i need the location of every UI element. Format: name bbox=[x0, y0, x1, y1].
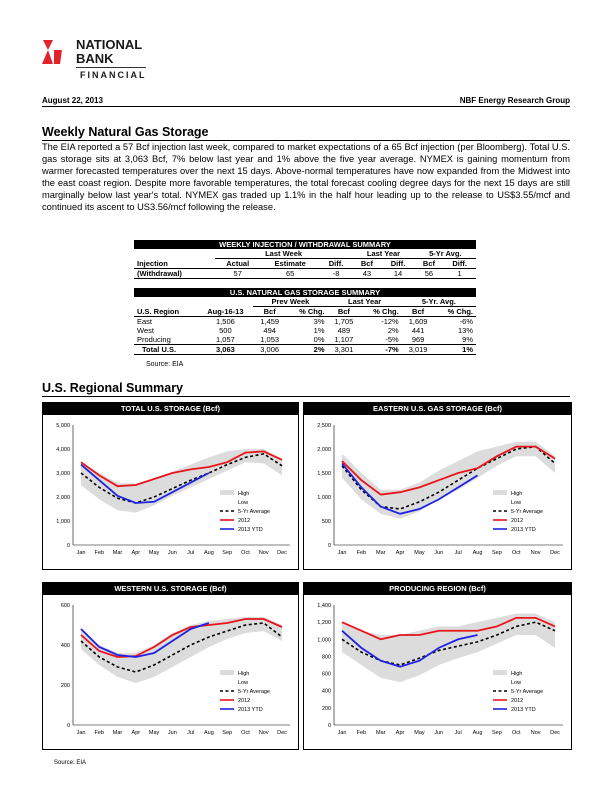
chart-title: PRODUCING REGION (Bcf) bbox=[304, 583, 571, 595]
x-tick-label: Sep bbox=[492, 730, 502, 736]
chart-svg bbox=[43, 595, 298, 749]
storage-cell: -7% bbox=[360, 345, 401, 355]
storage-cell: 1,459 bbox=[260, 317, 280, 326]
y-tick-label: 0 bbox=[66, 723, 70, 729]
legend-swatch bbox=[220, 670, 234, 675]
legend-label: 2013 YTD bbox=[511, 527, 536, 533]
weekly-col: Diff. bbox=[443, 259, 476, 269]
x-tick-label: Nov bbox=[530, 730, 541, 736]
table-row bbox=[134, 345, 476, 355]
x-tick-label: Mar bbox=[375, 550, 386, 556]
x-tick-label: Nov bbox=[530, 550, 541, 556]
storage-cell: Total U.S. bbox=[134, 345, 198, 355]
x-tick-label: Jun bbox=[167, 550, 177, 556]
x-tick-label: Oct bbox=[511, 730, 521, 736]
chart-title: WESTERN U.S. STORAGE (Bcf) bbox=[43, 583, 298, 595]
weekly-col: Diff. bbox=[381, 259, 414, 269]
storage-header: Bcf bbox=[402, 307, 435, 317]
legend-label: 2013 YTD bbox=[238, 527, 263, 533]
chart-title: TOTAL U.S. STORAGE (Bcf) bbox=[43, 403, 298, 415]
y-tick-label: 1,000 bbox=[317, 495, 331, 501]
chart-producing-region bbox=[303, 582, 572, 750]
x-tick-label: Apr bbox=[395, 730, 405, 736]
y-tick-label: 2,500 bbox=[317, 423, 331, 429]
storage-header: U.S. Region bbox=[134, 307, 198, 317]
x-tick-label: Oct bbox=[241, 550, 250, 556]
x-tick-label: Sep bbox=[222, 550, 233, 556]
storage-cell: 1,705 bbox=[334, 317, 354, 326]
weekly-cell: 1 bbox=[443, 269, 476, 279]
table-row bbox=[134, 317, 476, 327]
table-row bbox=[134, 335, 476, 345]
storage-cell: 441 bbox=[411, 326, 425, 335]
y-tick-label: 1,000 bbox=[317, 637, 331, 644]
storage-cell: 0% bbox=[286, 335, 327, 345]
storage-cell: 3% bbox=[313, 317, 325, 326]
legend-swatch bbox=[220, 490, 234, 495]
x-tick-label: Jan bbox=[337, 730, 347, 736]
brand-name-line3: FINANCIAL bbox=[80, 70, 147, 80]
x-tick-label: Jul bbox=[187, 730, 195, 736]
y-tick-label: 2,000 bbox=[56, 495, 70, 501]
storage-cell: 494 bbox=[263, 326, 276, 335]
legend-label: 5-Yr Average bbox=[238, 689, 271, 695]
x-tick-label: Sep bbox=[222, 730, 233, 736]
section-rule-regional bbox=[42, 396, 570, 397]
weekly-cell: 14 bbox=[381, 269, 414, 279]
table-row bbox=[134, 326, 476, 335]
header-rule bbox=[42, 106, 570, 107]
legend-label: 2013 YTD bbox=[238, 707, 263, 713]
x-tick-label: Mar bbox=[375, 730, 386, 736]
legend-label: 5-Yr Average bbox=[511, 689, 544, 695]
y-tick-label: 4,000 bbox=[56, 447, 70, 453]
legend-label: High bbox=[511, 491, 523, 497]
x-tick-label: Jul bbox=[454, 550, 462, 556]
chart-svg bbox=[43, 415, 298, 569]
legend-label: 2012 bbox=[511, 698, 524, 704]
weekly-table-title: WEEKLY INJECTION / WITHDRAWAL SUMMARY bbox=[134, 240, 476, 249]
storage-header: % Chg. bbox=[286, 307, 327, 317]
x-tick-label: Sep bbox=[492, 550, 502, 556]
chart-svg bbox=[304, 415, 571, 569]
storage-cell: 9% bbox=[434, 335, 476, 345]
storage-cell: West bbox=[137, 326, 154, 335]
storage-summary-table bbox=[134, 288, 476, 355]
research-group: NBF Energy Research Group bbox=[459, 96, 570, 105]
storage-cell: 2% bbox=[286, 345, 327, 355]
storage-cell: 3,301 bbox=[328, 345, 361, 355]
chart-eastern-us bbox=[303, 402, 572, 570]
legend-swatch bbox=[493, 490, 507, 495]
section-title-weekly: Weekly Natural Gas Storage bbox=[42, 125, 209, 139]
chart-total-us bbox=[42, 402, 299, 570]
y-tick-label: 800 bbox=[321, 654, 331, 661]
weekly-col: Diff. bbox=[320, 259, 353, 269]
x-tick-label: Jan bbox=[76, 730, 86, 736]
legend-label: 2012 bbox=[511, 518, 524, 524]
storage-cell: 3,006 bbox=[253, 345, 286, 355]
x-tick-label: May bbox=[148, 730, 160, 736]
storage-cell: 1% bbox=[313, 326, 325, 335]
storage-group-1: Last Year bbox=[328, 297, 402, 307]
legend-label: 5-Yr Average bbox=[511, 509, 544, 515]
weekly-col: Bcf bbox=[415, 259, 444, 269]
weekly-group-1: Last Year bbox=[352, 249, 414, 259]
storage-cell: 969 bbox=[402, 335, 435, 345]
storage-header: Aug-16-13 bbox=[198, 307, 254, 317]
legend-label: High bbox=[511, 671, 523, 677]
x-tick-label: Jan bbox=[337, 550, 347, 556]
storage-cell: 1,609 bbox=[408, 317, 428, 326]
storage-cell: 1,053 bbox=[253, 335, 286, 345]
legend-label: High bbox=[238, 491, 250, 497]
legend-label: 2012 bbox=[238, 698, 251, 704]
chart-svg bbox=[304, 595, 571, 749]
x-tick-label: Apr bbox=[395, 550, 405, 556]
section-rule-weekly bbox=[42, 140, 570, 141]
x-tick-label: Dec bbox=[277, 730, 287, 736]
legend-label: 2013 YTD bbox=[511, 707, 536, 713]
x-tick-label: Nov bbox=[258, 550, 269, 556]
storage-cell: 3,063 bbox=[198, 345, 254, 355]
legend-label: Low bbox=[238, 500, 249, 506]
legend-label: Low bbox=[511, 680, 522, 686]
x-tick-label: Jan bbox=[76, 550, 86, 556]
weekly-cell: 56 bbox=[415, 269, 444, 279]
high-low-band bbox=[342, 442, 555, 519]
chart-western-us bbox=[42, 582, 299, 750]
weekly-injection-table bbox=[134, 240, 476, 279]
x-tick-label: Jun bbox=[167, 730, 177, 736]
body-paragraph: The EIA reported a 57 Bcf injection last week, compared to market expectations of a 65 Bcf injection (per Bloomberg). Total U.S. gas storage sits at 3,063 Bcf, 7% below last year and 1% above the five year average. NYMEX is gaining momentum from warmer forecasted temperatures over the next 15 days. Above-normal temperatures have now expanded from the Midwest into the east coast region. Despite more favorable temperatures, the total forecast cooling degree days for the next 15 days are still marginally below last year's total. NYMEX gas traded up 1.1% in the half hour leading up to the release to US$3.55/mcf and continued its ascent to US3.56/mcf following the release. bbox=[42, 142, 570, 212]
x-tick-label: Feb bbox=[356, 550, 367, 556]
y-tick-label: 1,400 bbox=[317, 603, 331, 609]
y-tick-label: 600 bbox=[321, 671, 331, 678]
storage-cell: -6% bbox=[459, 317, 473, 326]
storage-header: Bcf bbox=[328, 307, 361, 317]
y-tick-label: 1,200 bbox=[317, 620, 331, 627]
brand-name-line2: BANK bbox=[76, 51, 114, 66]
national-bank-logo-icon bbox=[40, 38, 70, 68]
storage-cell: -12% bbox=[381, 317, 399, 326]
high-low-band bbox=[81, 617, 282, 683]
storage-cell: 1,107 bbox=[328, 335, 361, 345]
x-tick-label: Jun bbox=[434, 550, 444, 556]
x-tick-label: Jul bbox=[187, 550, 195, 556]
high-low-band bbox=[81, 449, 282, 513]
x-tick-label: Nov bbox=[258, 730, 269, 736]
weekly-row-label: (Withdrawal) bbox=[134, 269, 215, 279]
y-tick-label: 0 bbox=[327, 723, 331, 729]
section-title-regional: U.S. Regional Summary bbox=[42, 381, 184, 395]
storage-group-0: Prev Week bbox=[253, 297, 327, 307]
x-tick-label: Jul bbox=[454, 730, 462, 736]
storage-cell: 2% bbox=[387, 326, 399, 335]
x-tick-label: Mar bbox=[112, 550, 123, 556]
table-source: Source: EIA bbox=[146, 361, 184, 368]
report-date: August 22, 2013 bbox=[42, 96, 103, 105]
x-tick-label: Aug bbox=[472, 730, 483, 736]
x-tick-label: Feb bbox=[356, 730, 367, 736]
x-tick-label: Aug bbox=[472, 550, 483, 556]
storage-header: % Chg. bbox=[434, 307, 476, 317]
y-tick-label: 600 bbox=[60, 603, 70, 609]
y-tick-label: 500 bbox=[321, 519, 331, 525]
brand-rule bbox=[76, 67, 146, 68]
weekly-col: Estimate bbox=[261, 259, 320, 269]
weekly-cell: 43 bbox=[352, 269, 381, 279]
storage-table-title: U.S. NATURAL GAS STORAGE SUMMARY bbox=[134, 288, 476, 297]
y-tick-label: 200 bbox=[60, 683, 70, 689]
weekly-col: Actual bbox=[215, 259, 261, 269]
x-tick-label: Feb bbox=[94, 730, 105, 736]
x-tick-label: Feb bbox=[94, 550, 105, 556]
x-tick-label: May bbox=[148, 550, 160, 556]
storage-cell: 500 bbox=[219, 326, 232, 335]
x-tick-label: Aug bbox=[204, 550, 214, 556]
legend-label: 2012 bbox=[238, 518, 251, 524]
x-tick-label: Apr bbox=[131, 730, 141, 736]
legend-label: High bbox=[238, 671, 250, 677]
y-tick-label: 5,000 bbox=[56, 423, 70, 429]
storage-cell: 1% bbox=[434, 345, 476, 355]
weekly-cell: -8 bbox=[320, 269, 353, 279]
legend-label: 5-Yr Average bbox=[238, 509, 271, 515]
storage-cell: 3,019 bbox=[402, 345, 435, 355]
legend-swatch bbox=[493, 670, 507, 675]
x-tick-label: Dec bbox=[550, 730, 560, 736]
weekly-cell: 65 bbox=[261, 269, 320, 279]
legend-label: Low bbox=[511, 500, 522, 506]
weekly-header-label: Injection bbox=[134, 259, 215, 269]
x-tick-label: Dec bbox=[277, 550, 287, 556]
storage-cell: -5% bbox=[360, 335, 401, 345]
x-tick-label: May bbox=[414, 730, 425, 736]
brand-name-line1: NATIONAL bbox=[76, 37, 143, 52]
x-tick-label: Dec bbox=[550, 550, 560, 556]
y-tick-label: 200 bbox=[321, 705, 331, 712]
y-tick-label: 2,000 bbox=[317, 447, 331, 453]
storage-header: % Chg. bbox=[360, 307, 401, 317]
weekly-col: Bcf bbox=[352, 259, 381, 269]
storage-cell: 1,057 bbox=[198, 335, 254, 345]
legend-label: Low bbox=[238, 680, 249, 686]
y-tick-label: 3,000 bbox=[56, 471, 70, 477]
y-tick-label: 1,500 bbox=[317, 471, 331, 477]
chart-title: EASTERN U.S. GAS STORAGE (Bcf) bbox=[304, 403, 571, 415]
y-tick-label: 400 bbox=[60, 643, 70, 649]
storage-cell: 1,506 bbox=[216, 317, 235, 326]
y-tick-label: 0 bbox=[327, 543, 331, 549]
y-tick-label: 1,000 bbox=[56, 519, 70, 525]
y-tick-label: 0 bbox=[66, 543, 70, 549]
y-tick-label: 400 bbox=[321, 688, 331, 695]
weekly-group-2: 5-Yr Avg. bbox=[415, 249, 476, 259]
storage-group-2: 5-Yr. Avg. bbox=[402, 297, 476, 307]
storage-cell: 13% bbox=[457, 326, 473, 335]
storage-cell: 489 bbox=[337, 326, 351, 335]
weekly-group-0: Last Week bbox=[215, 249, 353, 259]
storage-cell: East bbox=[137, 317, 153, 326]
storage-cell: Producing bbox=[134, 335, 198, 345]
x-tick-label: May bbox=[414, 550, 425, 556]
x-tick-label: Apr bbox=[131, 550, 141, 556]
x-tick-label: Mar bbox=[112, 730, 123, 736]
weekly-cell: 57 bbox=[215, 269, 261, 279]
footer-source: Source: EIA bbox=[54, 760, 87, 766]
x-tick-label: Oct bbox=[511, 550, 521, 556]
x-tick-label: Aug bbox=[204, 730, 214, 736]
storage-header: Bcf bbox=[253, 307, 286, 317]
x-tick-label: Oct bbox=[241, 730, 250, 736]
x-tick-label: Jun bbox=[434, 730, 444, 736]
